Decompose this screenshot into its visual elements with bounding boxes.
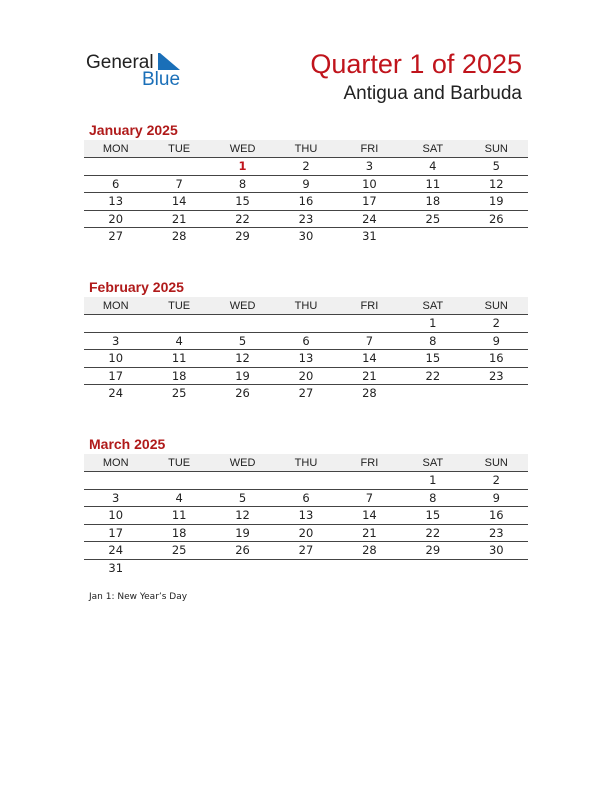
weekday-header: SAT <box>401 140 464 158</box>
day-cell: 3 <box>84 489 147 507</box>
day-cell: 2 <box>465 472 528 490</box>
day-cell <box>338 472 401 490</box>
day-cell: 9 <box>465 332 528 350</box>
holiday-notes <box>89 592 187 602</box>
day-cell <box>84 315 147 333</box>
day-cell: 9 <box>465 489 528 507</box>
day-cell: 21 <box>147 210 210 228</box>
weekday-header: SUN <box>465 454 528 472</box>
day-cell <box>147 559 210 576</box>
week-row <box>84 367 528 385</box>
day-cell: 24 <box>108 386 124 401</box>
month-february <box>84 279 528 402</box>
day-cell <box>401 559 464 576</box>
month-name: March 2025 <box>89 436 166 452</box>
day-cell: 18 <box>401 193 464 211</box>
generalblue-logo <box>86 50 186 90</box>
logo-blue-text: Blue <box>142 69 181 90</box>
day-cell: 25 <box>147 542 210 560</box>
day-cell: 17 <box>338 193 401 211</box>
week-row <box>84 228 528 245</box>
day-cell: 13 <box>274 350 337 368</box>
day-cell: 4 <box>147 332 210 350</box>
day-cell: 16 <box>465 507 528 525</box>
day-cell <box>465 228 528 245</box>
day-cell: 8 <box>211 175 274 193</box>
day-cell: 14 <box>338 507 401 525</box>
day-cell: 12 <box>465 175 528 193</box>
day-cell: 13 <box>84 193 147 211</box>
day-cell: 6 <box>274 489 337 507</box>
day-cell <box>274 315 337 333</box>
day-cell: 24 <box>338 210 401 228</box>
day-cell: 12 <box>211 507 274 525</box>
weekday-header: TUE <box>147 297 210 315</box>
week-row <box>84 524 528 542</box>
holiday-note: Jan 1: New Year’s Day <box>89 592 188 602</box>
weekday-header: SUN <box>465 297 528 315</box>
day-cell <box>211 559 274 576</box>
day-cell: 25 <box>401 210 464 228</box>
day-cell <box>147 315 210 333</box>
day-cell: 11 <box>147 507 210 525</box>
day-cell: 2 <box>465 315 528 333</box>
day-cell <box>274 472 337 490</box>
weekday-header: TUE <box>147 454 210 472</box>
day-cell <box>84 472 147 490</box>
day-cell: 11 <box>401 175 464 193</box>
day-cell: 7 <box>147 175 210 193</box>
logo-general-text: General <box>86 52 154 73</box>
day-cell: 6 <box>84 175 147 193</box>
weekday-header: WED <box>211 140 274 158</box>
day-cell <box>211 472 274 490</box>
weekday-header: THU <box>274 297 337 315</box>
day-cell: 10 <box>84 350 147 368</box>
day-cell: 1 <box>211 158 274 176</box>
day-cell: 22 <box>401 367 464 385</box>
day-cell: 4 <box>147 489 210 507</box>
day-cell: 21 <box>338 367 401 385</box>
day-cell: 20 <box>274 367 337 385</box>
day-cell: 12 <box>211 350 274 368</box>
day-cell: 26 <box>235 386 250 401</box>
day-cell: 2 <box>274 158 337 176</box>
weekday-header: FRI <box>338 140 401 158</box>
weekday-header: WED <box>211 297 274 315</box>
day-cell: 14 <box>147 193 210 211</box>
week-row <box>84 175 528 193</box>
calendar-table <box>84 454 528 576</box>
day-cell: 22 <box>211 210 274 228</box>
day-cell: 30 <box>465 542 528 560</box>
day-cell: 15 <box>401 350 464 368</box>
day-cell: 10 <box>338 175 401 193</box>
week-row <box>84 332 528 350</box>
day-cell <box>147 472 210 490</box>
day-cell: 28 <box>171 229 187 244</box>
day-cell: 27 <box>274 542 337 560</box>
week-row <box>84 210 528 228</box>
weekday-header: WED <box>211 454 274 472</box>
day-cell <box>465 385 528 402</box>
day-cell: 20 <box>274 524 337 542</box>
day-cell: 18 <box>147 524 210 542</box>
week-row <box>84 385 528 402</box>
weekday-header-row <box>84 297 528 315</box>
day-cell <box>401 228 464 245</box>
weekday-header: TUE <box>147 140 210 158</box>
weekday-header: MON <box>84 140 147 158</box>
month-name: February 2025 <box>89 279 184 295</box>
day-cell: 24 <box>84 542 147 560</box>
weekday-header: SUN <box>465 140 528 158</box>
week-row <box>84 542 528 560</box>
day-cell: 30 <box>298 229 314 244</box>
weekday-header: MON <box>84 297 147 315</box>
day-cell: 26 <box>211 542 274 560</box>
weekday-header: SAT <box>401 297 464 315</box>
day-cell: 29 <box>235 229 250 244</box>
day-cell: 15 <box>211 193 274 211</box>
day-cell: 6 <box>274 332 337 350</box>
day-cell: 23 <box>465 367 528 385</box>
day-cell: 22 <box>401 524 464 542</box>
day-cell: 14 <box>338 350 401 368</box>
day-cell: 5 <box>211 489 274 507</box>
flag-icon <box>158 53 180 70</box>
week-row <box>84 489 528 507</box>
day-cell: 10 <box>84 507 147 525</box>
week-row <box>84 158 528 176</box>
day-cell: 17 <box>84 367 147 385</box>
day-cell: 18 <box>147 367 210 385</box>
day-cell: 25 <box>171 386 187 401</box>
page-title: Quarter 1 of 2025 <box>310 49 522 79</box>
day-cell: 27 <box>298 386 314 401</box>
day-cell: 16 <box>274 193 337 211</box>
week-row <box>84 507 528 525</box>
week-row <box>84 315 528 333</box>
day-cell: 19 <box>211 524 274 542</box>
day-cell: 28 <box>338 542 401 560</box>
day-cell <box>401 385 464 402</box>
day-cell: 20 <box>84 210 147 228</box>
day-cell: 27 <box>108 229 124 244</box>
day-cell: 31 <box>108 560 124 575</box>
weekday-header: MON <box>84 454 147 472</box>
day-cell: 1 <box>401 472 464 490</box>
day-cell: 3 <box>338 158 401 176</box>
day-cell: 23 <box>465 524 528 542</box>
day-cell <box>84 158 147 176</box>
day-cell <box>465 559 528 576</box>
day-cell <box>338 315 401 333</box>
day-cell: 15 <box>401 507 464 525</box>
day-cell: 9 <box>274 175 337 193</box>
day-cell: 7 <box>338 489 401 507</box>
weekday-header-row <box>84 140 528 158</box>
day-cell: 21 <box>338 524 401 542</box>
calendar-table <box>84 140 528 245</box>
day-cell <box>211 315 274 333</box>
weekday-header: SAT <box>401 454 464 472</box>
day-cell: 3 <box>84 332 147 350</box>
day-cell: 5 <box>465 158 528 176</box>
day-cell: 11 <box>147 350 210 368</box>
day-cell: 28 <box>362 386 377 401</box>
day-cell: 8 <box>401 332 464 350</box>
country-subtitle: Antigua and Barbuda <box>343 83 522 104</box>
day-cell: 17 <box>84 524 147 542</box>
day-cell: 29 <box>401 542 464 560</box>
weekday-header-row <box>84 454 528 472</box>
calendar-table <box>84 297 528 402</box>
day-cell: 26 <box>465 210 528 228</box>
day-cell: 19 <box>465 193 528 211</box>
day-cell: 7 <box>338 332 401 350</box>
day-cell: 16 <box>465 350 528 368</box>
month-march <box>84 436 528 576</box>
week-row <box>84 559 528 576</box>
weekday-header: THU <box>274 454 337 472</box>
day-cell: 19 <box>211 367 274 385</box>
week-row <box>84 193 528 211</box>
week-row <box>84 350 528 368</box>
day-cell: 13 <box>274 507 337 525</box>
day-cell: 31 <box>362 229 377 244</box>
weekday-header: FRI <box>338 297 401 315</box>
day-cell: 8 <box>401 489 464 507</box>
day-cell: 5 <box>211 332 274 350</box>
day-cell <box>338 559 401 576</box>
month-name: January 2025 <box>89 122 178 138</box>
day-cell: 4 <box>401 158 464 176</box>
day-cell: 1 <box>401 315 464 333</box>
day-cell <box>147 158 210 176</box>
week-row <box>84 472 528 490</box>
weekday-header: FRI <box>338 454 401 472</box>
day-cell: 23 <box>274 210 337 228</box>
weekday-header: THU <box>274 140 337 158</box>
month-january <box>84 122 528 245</box>
day-cell <box>274 559 337 576</box>
